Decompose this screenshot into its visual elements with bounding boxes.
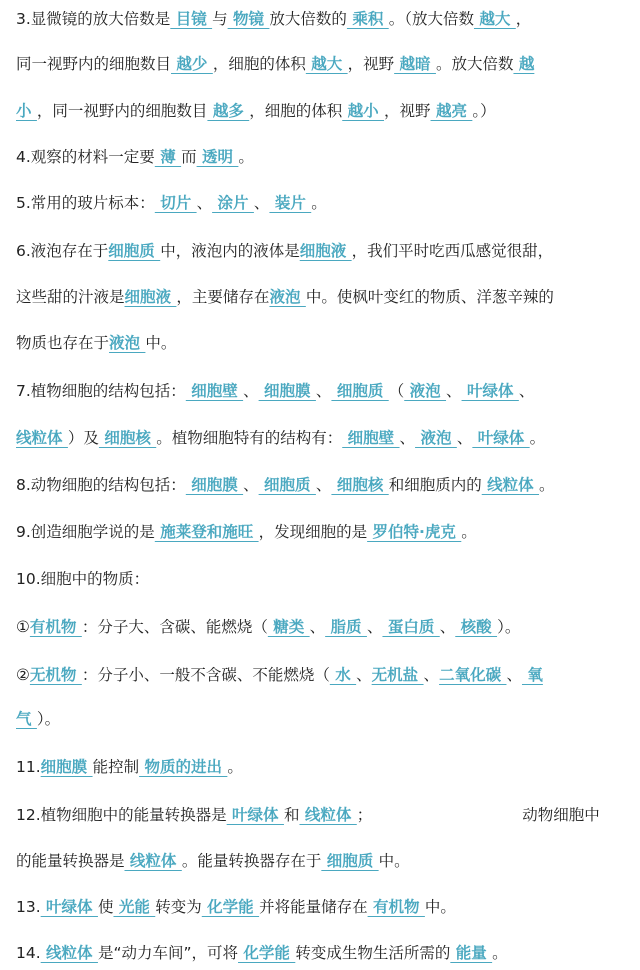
- answer-blank: 细胞质: [331, 382, 389, 400]
- question-text: 物质也存在于: [16, 334, 110, 352]
- question-text: 能控制: [92, 758, 140, 776]
- question-text: 而: [181, 148, 197, 166]
- question-text: ，我们平时吃西瓜感觉很甜，: [351, 242, 554, 260]
- answer-blank: 无机盐: [371, 666, 424, 684]
- question-text: 6.液泡存在于: [16, 242, 109, 260]
- question-text: 中。: [424, 898, 456, 916]
- question-text: ，视野: [384, 102, 431, 120]
- question-text: ，细胞的体积: [212, 55, 306, 73]
- answer-blank: 越: [513, 55, 535, 73]
- question-text: 、: [315, 382, 332, 400]
- worksheet-line: [16, 799, 636, 831]
- answer-blank: 越少: [171, 55, 213, 73]
- answer-blank: 越暗: [394, 55, 436, 73]
- question-text: 。（放大倍数: [388, 10, 474, 28]
- question-text: ，主要储存在: [176, 288, 270, 306]
- question-text: ：分子小、一般不含碳、不能燃烧（: [81, 666, 330, 684]
- worksheet-line: [16, 845, 636, 877]
- question-text: 、: [399, 429, 416, 447]
- question-text: ）。: [36, 710, 61, 728]
- question-text: 、: [315, 476, 332, 494]
- question-text: 。能量转换器存在于: [181, 852, 322, 870]
- answer-blank: 线粒体: [40, 944, 98, 962]
- answer-blank: 越大: [305, 55, 348, 73]
- answer-blank: 薄: [154, 148, 182, 166]
- answer-blank: 液泡: [109, 334, 146, 352]
- question-text: ，细胞的体积: [249, 102, 343, 120]
- question-text: 9.创造细胞学说的是: [16, 523, 155, 541]
- answer-blank: 透明: [196, 148, 239, 166]
- question-text: （: [388, 382, 405, 400]
- worksheet-line: [16, 703, 636, 735]
- question-text: 转变成生物生活所需的: [295, 944, 451, 962]
- question-text: 放大倍数的: [269, 10, 347, 28]
- question-text: 转变为: [155, 898, 202, 916]
- answer-blank: 叶绿体: [226, 806, 284, 824]
- question-text: 。: [461, 523, 477, 541]
- question-text: 使: [97, 898, 114, 916]
- answer-blank: 线粒体: [299, 806, 357, 824]
- worksheet-line: [16, 3, 636, 35]
- answer-blank: 越大: [473, 10, 516, 28]
- worksheet-line: [16, 95, 636, 127]
- answer-blank: 蛋白质: [382, 618, 440, 636]
- question-text: 、: [253, 194, 270, 212]
- answer-blank: 核酸: [455, 618, 498, 636]
- question-text: 和细胞质内的: [388, 476, 482, 494]
- worksheet-line: [16, 141, 636, 173]
- answer-blank: 细胞质: [258, 476, 316, 494]
- answer-blank: 有机物: [367, 898, 425, 916]
- question-text: 、: [243, 476, 259, 494]
- answer-blank: 二氧化碳: [439, 666, 507, 684]
- answer-blank: 叶绿体: [40, 898, 98, 916]
- worksheet-line: [16, 516, 636, 548]
- question-text: 。: [529, 429, 546, 447]
- answer-blank: 罗伯特·虎克: [367, 523, 462, 541]
- question-text: 。）: [472, 102, 496, 120]
- answer-blank: 细胞核: [98, 429, 157, 447]
- question-text: 这些甜的汁液是: [16, 288, 125, 306]
- answer-blank: 脂质: [325, 618, 367, 636]
- question-text: 并将能量储存在: [259, 898, 368, 916]
- answer-blank: 越亮: [430, 102, 473, 120]
- question-text: 、: [423, 666, 440, 684]
- question-text: 3.显微镜的放大倍数是: [16, 10, 171, 28]
- question-text: ，发现细胞的是: [258, 523, 368, 541]
- question-text: ，: [515, 10, 532, 28]
- answer-blank: 细胞壁: [185, 382, 244, 400]
- question-text: 中，液泡内的液体是: [160, 242, 300, 260]
- question-text: 。: [227, 758, 243, 776]
- answer-blank: 无机物: [29, 666, 82, 684]
- question-text: 动物细胞中: [522, 806, 600, 824]
- answer-blank: 液泡: [404, 382, 447, 400]
- question-text: ①: [16, 618, 30, 636]
- answer-blank: 切片: [154, 194, 197, 212]
- question-text: 、: [518, 382, 535, 400]
- answer-blank: 化学能: [201, 898, 260, 916]
- question-text: 、: [243, 382, 259, 400]
- worksheet-line: [16, 469, 636, 501]
- worksheet-line: [16, 375, 636, 407]
- question-text: 10.细胞中的物质：: [16, 570, 150, 588]
- question-text: 与: [212, 10, 228, 28]
- answer-blank: 糖类: [267, 618, 310, 636]
- answer-blank: 细胞壁: [342, 429, 400, 447]
- answer-blank: 越多: [207, 102, 250, 120]
- question-text: 、: [506, 666, 522, 684]
- worksheet-line: [16, 48, 636, 80]
- answer-blank: 光能: [113, 898, 156, 916]
- answer-blank: 叶绿体: [472, 429, 530, 447]
- answer-blank: 小: [16, 102, 37, 120]
- question-text: 。: [311, 194, 327, 212]
- question-text: ）及: [67, 429, 99, 447]
- answer-blank: 能量: [450, 944, 493, 962]
- question-text: 、: [366, 618, 383, 636]
- question-text: 是“动力车间”，可将: [97, 944, 239, 962]
- question-text: ：分子大、含碳、能燃烧（: [81, 618, 268, 636]
- question-text: 7.植物细胞的结构包括：: [16, 382, 186, 400]
- answer-blank: 化学能: [238, 944, 296, 962]
- worksheet-line: [16, 327, 636, 359]
- answer-blank: 涂片: [212, 194, 254, 212]
- question-text: ，同一视野内的细胞数目: [36, 102, 208, 120]
- question-text: 。: [238, 148, 254, 166]
- answer-blank: 细胞核: [331, 476, 389, 494]
- question-text: 14.: [16, 944, 41, 962]
- answer-blank: 细胞液: [299, 242, 352, 260]
- answer-blank: 线粒体: [16, 429, 68, 447]
- question-text: 中。: [378, 852, 410, 870]
- answer-blank: 水: [329, 666, 357, 684]
- question-text: 、: [456, 429, 473, 447]
- question-text: 、: [356, 666, 372, 684]
- question-text: 13.: [16, 898, 41, 916]
- answer-blank: 越小: [342, 102, 385, 120]
- answer-blank: 目镜: [170, 10, 213, 28]
- answer-blank: 细胞膜: [185, 476, 244, 494]
- worksheet-line: [16, 563, 636, 595]
- question-text: ②: [16, 666, 30, 684]
- answer-blank: 线粒体: [124, 852, 182, 870]
- answer-blank: 细胞膜: [40, 758, 93, 776]
- answer-blank: 线粒体: [481, 476, 540, 494]
- answer-blank: 乘积: [346, 10, 389, 28]
- worksheet-line: [16, 281, 636, 313]
- answer-blank: 细胞质: [108, 242, 161, 260]
- question-text: 的能量转换器是: [16, 852, 125, 870]
- answer-blank: 有机物: [29, 618, 82, 636]
- question-text: 11.: [16, 758, 41, 776]
- question-text: 中。使枫叶变红的物质、洋葱辛辣的: [305, 288, 554, 306]
- answer-blank: 液泡: [415, 429, 457, 447]
- worksheet-line: [16, 659, 636, 691]
- question-text: 。: [539, 476, 555, 494]
- answer-blank: 物镜: [227, 10, 270, 28]
- question-text: 。放大倍数: [435, 55, 514, 73]
- answer-blank: 叶绿体: [461, 382, 519, 400]
- answer-blank: 细胞液: [124, 288, 177, 306]
- answer-blank: 液泡: [269, 288, 306, 306]
- question-text: 同一视野内的细胞数目: [16, 55, 172, 73]
- question-text: 、: [309, 618, 326, 636]
- question-text: 、: [439, 618, 456, 636]
- question-text: 。植物细胞特有的结构有：: [156, 429, 343, 447]
- question-text: 5.常用的玻片标本：: [16, 194, 155, 212]
- worksheet-line: [16, 235, 636, 267]
- worksheet-line: [16, 187, 636, 219]
- question-text: ）。: [497, 618, 521, 636]
- worksheet-line: [16, 422, 636, 454]
- question-text: 。: [492, 944, 508, 962]
- question-text: ，视野: [347, 55, 395, 73]
- question-text: 中。: [145, 334, 177, 352]
- question-text: 和: [283, 806, 300, 824]
- answer-blank: 氧: [521, 666, 543, 684]
- question-text: 、: [196, 194, 213, 212]
- worksheet-line: [16, 937, 636, 969]
- answer-blank: 装片: [269, 194, 312, 212]
- worksheet-line: [16, 751, 636, 783]
- answer-blank: 施莱登和施旺: [154, 523, 259, 541]
- answer-blank: 细胞质: [321, 852, 379, 870]
- answer-blank: 物质的进出: [139, 758, 228, 776]
- worksheet-line: [16, 891, 636, 923]
- answer-blank: 气: [16, 710, 37, 728]
- answer-blank: 细胞膜: [258, 382, 316, 400]
- question-text: 、: [446, 382, 462, 400]
- question-text: 8.动物细胞的结构包括：: [16, 476, 186, 494]
- question-text: ；: [356, 806, 373, 824]
- question-text: 12.植物细胞中的能量转换器是: [16, 806, 227, 824]
- question-text: 4.观察的材料一定要: [16, 148, 155, 166]
- worksheet-line: [16, 611, 636, 643]
